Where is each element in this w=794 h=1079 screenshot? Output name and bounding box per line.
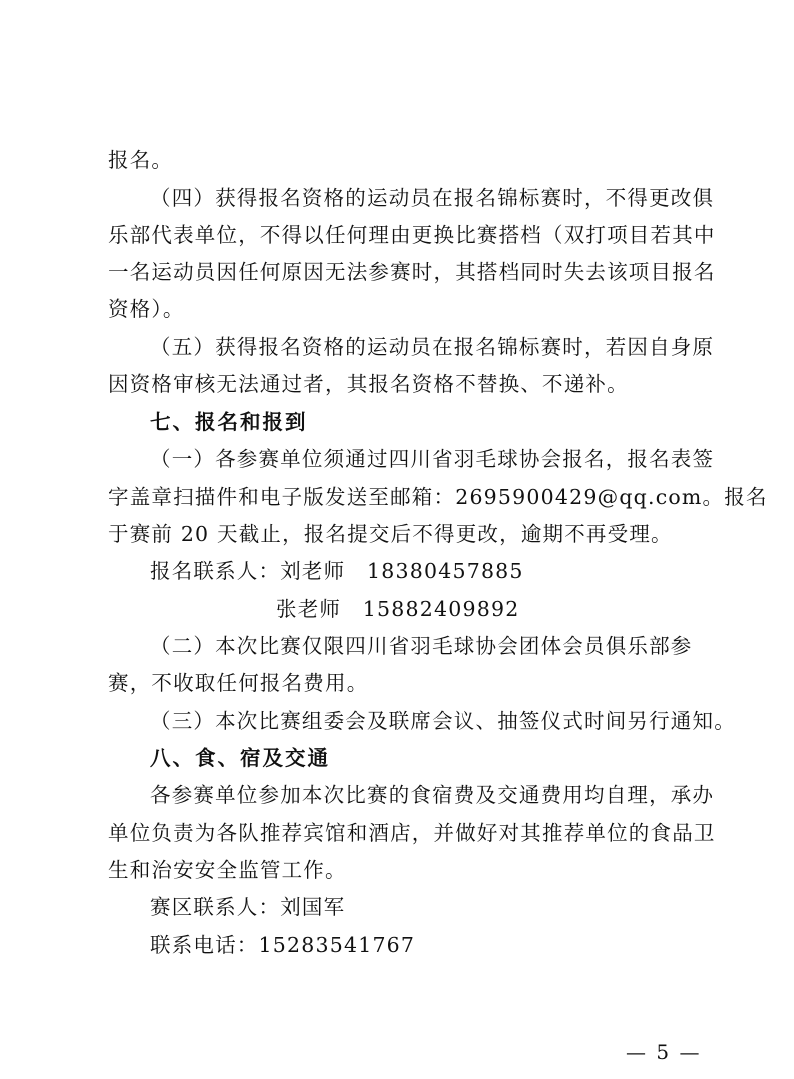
contact-line: 赛区联系人：刘国军 xyxy=(150,895,346,919)
section-heading: 八、食、宿及交通 xyxy=(150,746,330,770)
text-line: 一名运动员因任何原因无法参赛时，其搭档同时失去该项目报名 xyxy=(108,260,716,284)
section-heading: 七、报名和报到 xyxy=(150,410,308,434)
contact-line: 报名联系人：刘老师 18380457885 xyxy=(150,559,524,583)
text-line: 报名。 xyxy=(108,148,174,172)
text-line: （五）获得报名资格的运动员在报名锦标赛时，若因自身原 xyxy=(150,335,715,359)
text-line: （二）本次比赛仅限四川省羽毛球协会团体会员俱乐部参 xyxy=(150,634,693,658)
text-line: （一）各参赛单位须通过四川省羽毛球协会报名，报名表签 xyxy=(150,447,715,471)
text-line: 字盖章扫描件和电子版发送至邮箱：2695900429@qq.com。报名 xyxy=(108,485,768,509)
text-line: 资格）。 xyxy=(108,297,185,321)
text-line: （四）获得报名资格的运动员在报名锦标赛时，不得更改俱 xyxy=(150,186,715,210)
text-line: 单位负责为各队推荐宾馆和酒店，并做好对其推荐单位的食品卫 xyxy=(108,821,716,845)
text-line: 各参赛单位参加本次比赛的食宿费及交通费用均自理，承办 xyxy=(150,783,715,807)
text-line: 赛，不收取任何报名费用。 xyxy=(108,671,369,695)
text-line: 于赛前 20 天截止，报名提交后不得更改，逾期不再受理。 xyxy=(108,522,673,546)
contact-line: 联系电话：15283541767 xyxy=(150,933,416,957)
text-line: 因资格审核无法通过者，其报名资格不替换、不递补。 xyxy=(108,372,629,396)
contact-line: 张老师 15882409892 xyxy=(276,597,520,621)
text-line: 乐部代表单位，不得以任何理由更换比赛搭档（双打项目若其中 xyxy=(108,223,716,247)
page-number: — 5 — xyxy=(626,1040,702,1064)
text-line: 生和治安安全监管工作。 xyxy=(108,858,347,882)
text-line: （三）本次比赛组委会及联席会议、抽签仪式时间另行通知。 xyxy=(150,709,736,733)
